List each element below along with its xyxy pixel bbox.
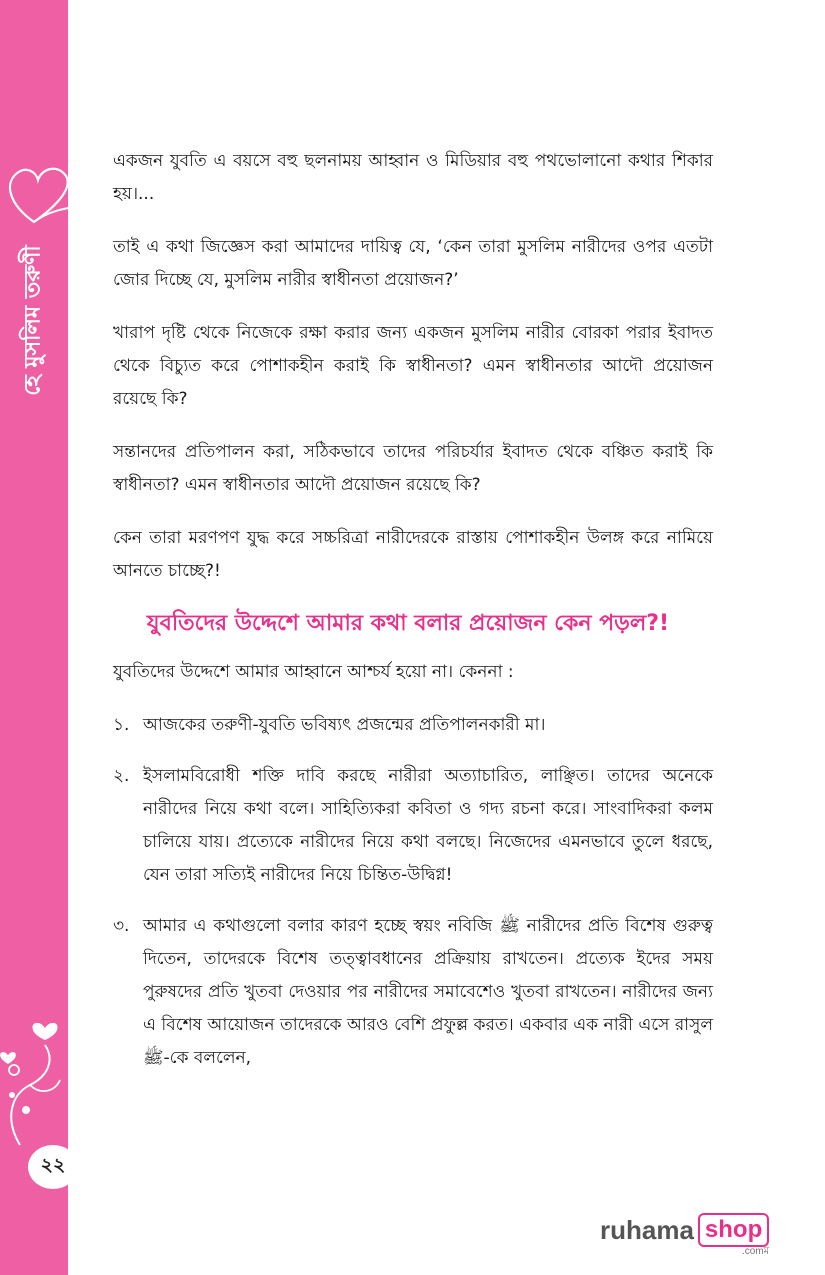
list-item-text: আমার এ কথাগুলো বলার কারণ হচ্ছে স্বয়ং নবিজি ﷺ নারীদের প্রতি বিশেষ গুরুত্ব দিতেন, তাদেরকে বিশেষ তত্ত্বাবধানের প্রক্রিয়ায় রাখতেন। প্রত্যেক ইদের সময় পুরুষদের প্রতি খুতবা দেওয়ার পর নারীদের সমাবেশেও খুতবা রাখতেন। নারীদের জন্য এ বিশেষ আয়োজন তাদেরকে আরও বেশি প্রফুল্ল করত। একবার এক নারী এসে রাসুল ﷺ-কে বললেন, [143, 916, 713, 1068]
book-title-vertical [6, 230, 62, 410]
logo-com-text: .comম [742, 1246, 770, 1257]
main-text [113, 145, 713, 1093]
list-item-text: ইসলামবিরোধী শক্তি দাবি করছে নারীরা অত্যাচারিত, লাঞ্ছিত। তাদের অনেকে নারীদের নিয়ে কথা বলে। সাহিত্যিকরা কবিতা ও গদ্য রচনা করে। সাংবাদিকরা কলম চালিয়ে যায়। প্রত্যেকে নারীদের নিয়ে কথা বলছে। নিজেদের এমনভাবে তুলে ধরছে, যেন তারা সত্যিই নারীদের নিয়ে চিন্তিত-উদ্বিগ্ন! [143, 766, 713, 885]
list-item-text: আজকের তরুণী-যুবতি ভবিষ্যৎ প্রজন্মের প্রতিপালনকারী মা। [143, 715, 546, 735]
heart-outline-icon [0, 150, 80, 230]
logo-ruhama-text: ruhama [600, 1214, 694, 1245]
page-sidebar [0, 0, 68, 1275]
list-item [113, 910, 713, 1075]
list-item-number: ৩. [113, 916, 130, 936]
list-item [113, 709, 713, 742]
paragraph-5: কেন তারা মরণপণ যুদ্ধ করে সচ্চরিত্রা নারীদেরকে রাস্তায় পোশাকহীন উলঙ্গ করে নামিয়ে আনতে চাচ্ছে?! [113, 528, 713, 581]
intro-paragraph: যুবতিদের উদ্দেশে আমার আহ্বানে আশ্চর্য হয়ো না। কেননা : [113, 662, 514, 682]
page-number: ২২ [40, 1154, 66, 1176]
ruhamashop-logo [600, 1210, 770, 1257]
list-item-number: ২. [113, 766, 130, 786]
paragraph-1: একজন যুবতি এ বয়সে বহু ছলনাময় আহ্বান ও মিডিয়ার বহু পথভোলানো কথার শিকার হয়।... [113, 151, 713, 204]
paragraph-2: তাই এ কথা জিজ্ঞেস করা আমাদের দায়িত্ব যে, ‘কেন তারা মুসলিম নারীদের ওপর এতটা জোর দিচ্ছে যে, মুসলিম নারীর স্বাধীনতা প্রয়োজন?’ [113, 237, 713, 290]
paragraph-3: খারাপ দৃষ্টি থেকে নিজেকে রক্ষা করার জন্য একজন মুসলিম নারীর বোরকা পরার ইবাদত থেকে বিচ্যুত করে পোশাকহীন করাই কি স্বাধীনতা? এমন স্বাধীনতার আদৌ প্রয়োজন রয়েছে কি? [113, 323, 713, 409]
floral-ornament-icon [0, 1000, 70, 1150]
section-heading: যুবতিদের উদ্দেশে আমার কথা বলার প্রয়োজন কেন পড়ল?! [146, 611, 670, 636]
book-title: হে মুসলিম তরুণী [20, 244, 46, 396]
list-item [113, 760, 713, 892]
paragraph-4: সন্তানদের প্রতিপালন করা, সঠিকভাবে তাদের পরিচর্যার ইবাদত থেকে বঞ্চিত করাই কি স্বাধীনতা? এমন স্বাধীনতার আদৌ প্রয়োজন রয়েছে কি? [113, 442, 713, 495]
logo-shop-text: shop [698, 1213, 769, 1247]
page-number-badge [28, 1145, 78, 1189]
list-item-number: ১. [113, 715, 130, 735]
